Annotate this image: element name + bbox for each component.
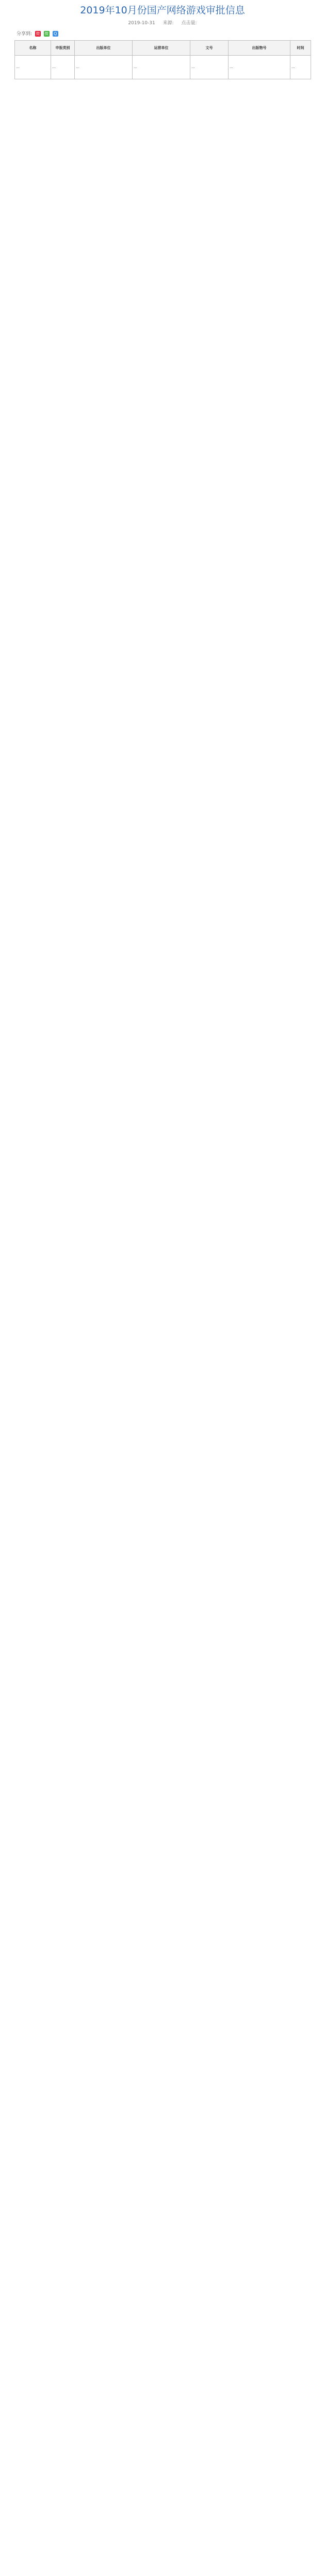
column-header-publisher: 出版单位: [75, 41, 133, 56]
cell-name: …: [15, 56, 51, 79]
column-header-date: 时间: [290, 41, 311, 56]
table-row: [15, 56, 311, 79]
publish-date: 2019-10-31: [128, 21, 155, 26]
weibo-share-icon[interactable]: 微: [36, 31, 40, 36]
cell-approval-no: …: [190, 56, 229, 79]
column-header-name: 名称: [15, 41, 51, 56]
column-header-category: 申报类别: [51, 41, 75, 56]
share-label: 分享到:: [17, 31, 32, 37]
column-header-isbn: 出版物号: [229, 41, 290, 56]
approval-table: [14, 40, 311, 79]
source-label: 来源:: [163, 21, 174, 26]
article: [0, 0, 325, 79]
column-header-approval-no: 文号: [190, 41, 229, 56]
cell-publisher: …: [75, 56, 133, 79]
column-header-operator: 运营单位: [133, 41, 190, 56]
cell-date: …: [290, 56, 311, 79]
qq-share-icon[interactable]: Q: [53, 31, 58, 37]
page-title: 2019年10月份国产网络游戏审批信息: [80, 5, 245, 16]
share-bar: [14, 29, 311, 39]
cell-category: …: [51, 56, 75, 79]
article-meta: [14, 18, 311, 29]
views-label: 点击量:: [181, 21, 197, 26]
cell-isbn: …: [229, 56, 290, 79]
wechat-share-icon[interactable]: 微: [44, 31, 49, 36]
table-body: [15, 56, 311, 79]
table-header-row: [15, 41, 311, 56]
cell-operator: …: [133, 56, 190, 79]
